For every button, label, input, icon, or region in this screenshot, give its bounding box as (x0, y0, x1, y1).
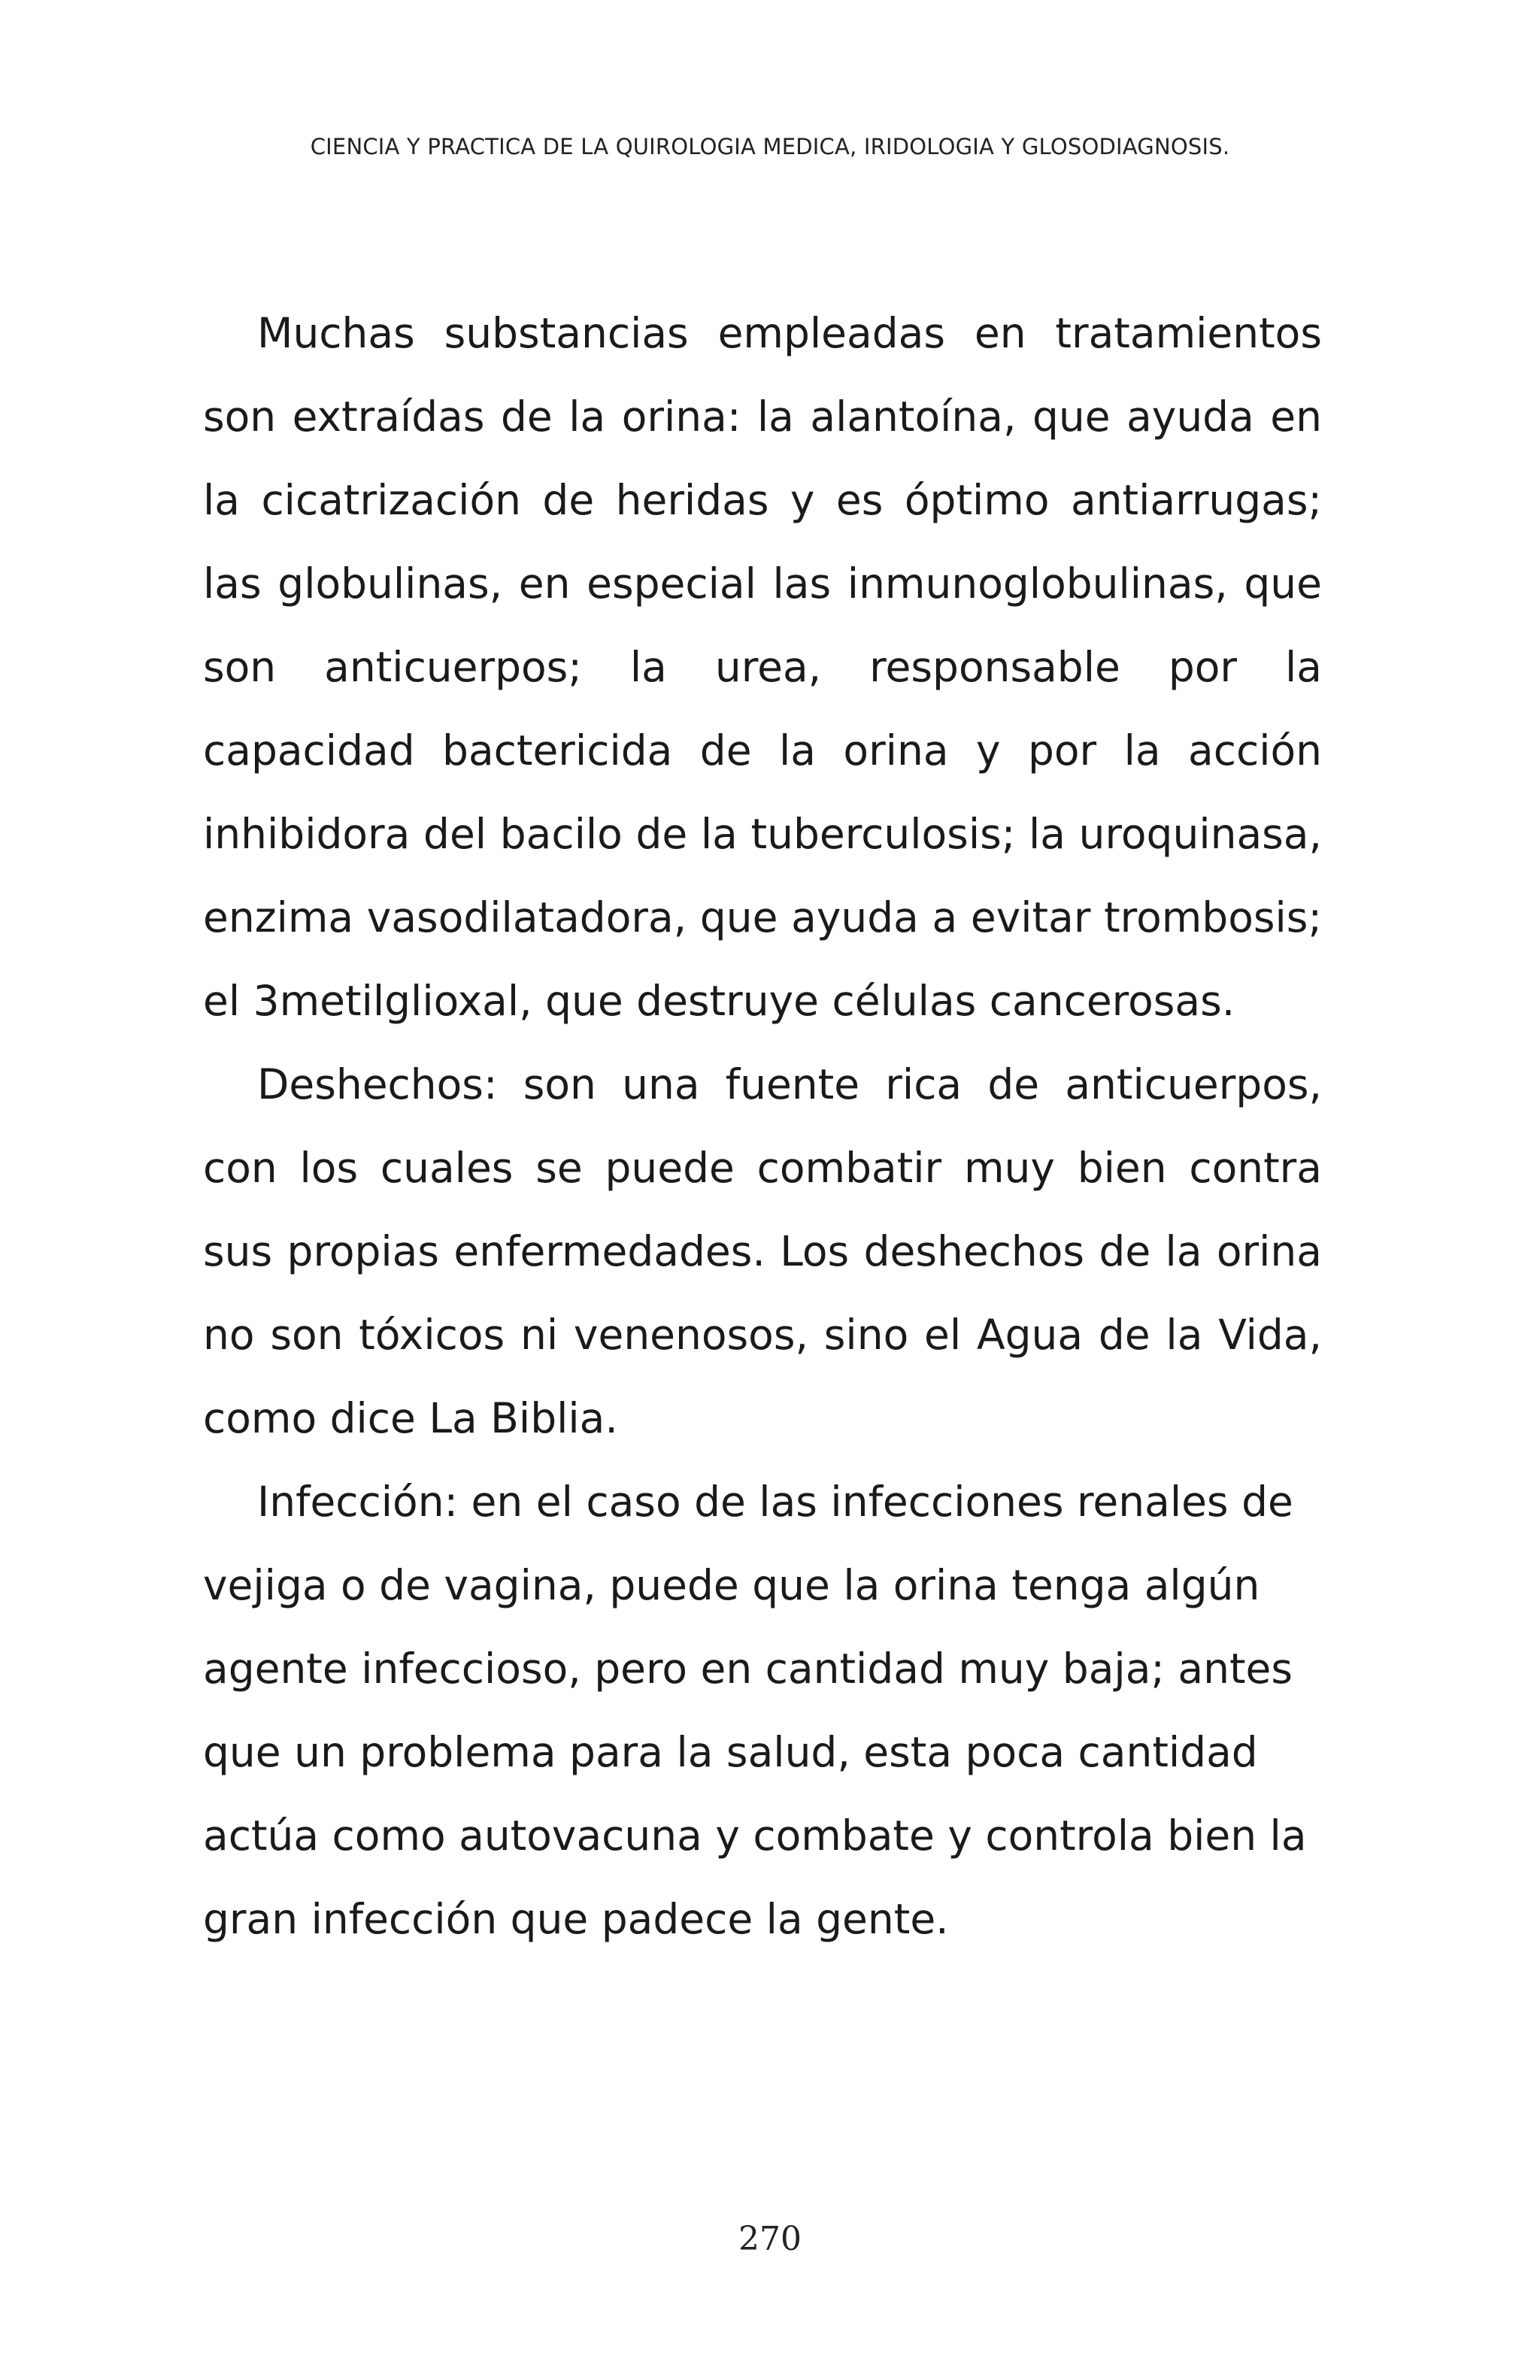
running-header: CIENCIA Y PRACTICA DE LA QUIROLOGIA MEDICA, IRIDOLOGIA Y GLOSODIAGNOSIS. (310, 134, 1230, 159)
paragraph-substancias: Muchas substancias empleadas en tratamientos son extraídas de la orina: la alantoína, que ayuda en la cicatrización de heridas y es óptimo antiarrugas; las globulinas, en especial las inmunoglobulinas, que son anticuerpos; la urea, responsable por la capacidad bactericida de la orina y por la acción inhibidora del bacilo de la tuberculosis; la uroquinasa, enzima vasodilatadora, que ayuda a evitar trombosis; el 3metilglioxal, que destruye células cancerosas. (203, 309, 1322, 1025)
page-body (203, 292, 1322, 1961)
paragraph-infeccion: Infección: en el caso de las infecciones renales de vejiga o de vagina, puede que la orina tenga algún agente infeccioso, pero en cantidad muy baja; antes que un problema para la salud, esta poca cantidad actúa como autovacuna y combate y controla bien la gran infección que padece la gente. (203, 1478, 1307, 1943)
page-number: 270 (738, 2220, 802, 2258)
paragraph-deshechos: Deshechos: son una fuente rica de anticuerpos, con los cuales se puede combatir muy bien contra sus propias enfermedades. Los deshechos de la orina no son tóxicos ni venenosos, sino el Agua de la Vida, como dice La Biblia. (203, 1060, 1322, 1442)
